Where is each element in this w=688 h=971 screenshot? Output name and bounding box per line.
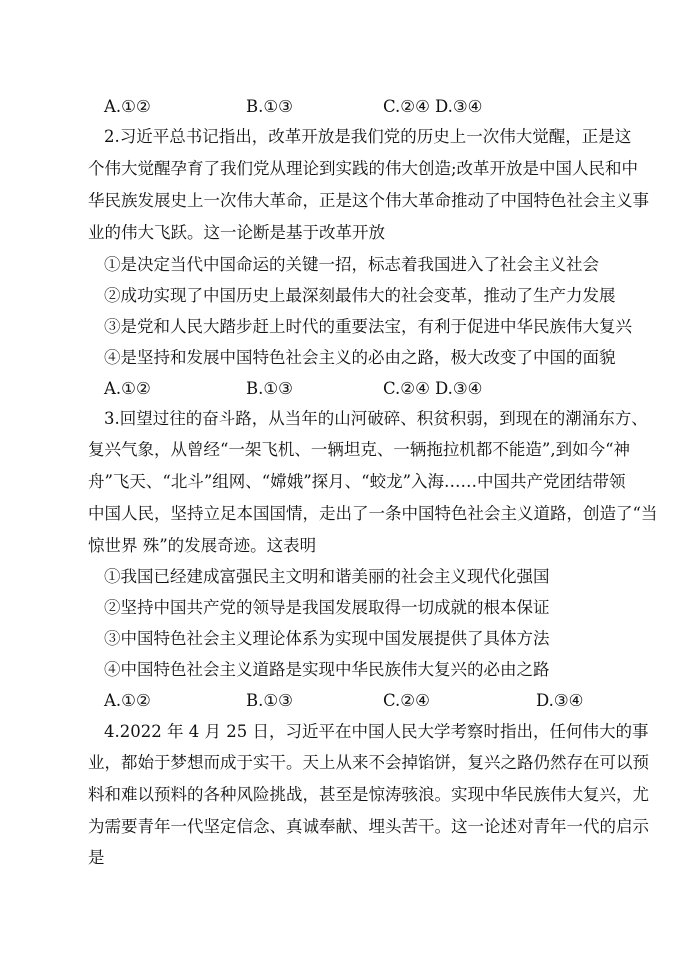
q3-statement-1: ①我国已经建成富强民主文明和谐美丽的社会主义现代化强国	[104, 567, 550, 586]
q3-option-a: A.①②	[104, 691, 151, 710]
q3-stem-line-1: 3.回望过往的奋斗路，从当年的山河破碎、积贫积弱，到现在的潮涌东方、	[104, 409, 648, 428]
q3-option-c: C.②④	[383, 691, 430, 710]
q3-option-b: B.①③	[246, 691, 293, 710]
q1-option-d: D.③④	[435, 97, 483, 116]
q4-stem-line-3: 料和难以预料的各种风险挑战，甚至是惊涛骇浪。实现中华民族伟大复兴，尤	[88, 785, 649, 804]
q2-option-d: D.③④	[435, 379, 483, 398]
q2-statement-1: ①是决定当代中国命运的关键一招，标志着我国进入了社会主义社会	[104, 255, 599, 274]
q1-option-c: C.②④	[383, 97, 430, 116]
q3-stem-line-5: 惊世界 殊”的发展奇迹。这表明	[88, 536, 317, 555]
q2-option-c: C.②④	[383, 379, 430, 398]
q3-stem-line-2: 复兴气象，从曾经“一架飞机、一辆坦克、一辆拖拉机都不能造”,到如今“神	[88, 440, 631, 459]
q3-statement-3: ③中国特色社会主义理论体系为实现中国发展提供了具体方法	[104, 629, 550, 648]
q2-statement-3: ③是党和人民大踏步赶上时代的重要法宝，有利于促进中华民族伟大复兴	[104, 317, 632, 336]
q2-stem-line-3: 华民族发展史上一次伟大革命，正是这个伟大革命推动了中国特色社会主义事	[88, 191, 649, 210]
q1-option-b: B.①③	[246, 97, 293, 116]
q1-option-a: A.①②	[104, 97, 151, 116]
q3-statement-4: ④中国特色社会主义道路是实现中华民族伟大复兴的必由之路	[104, 660, 550, 679]
q4-stem-line-4: 为需要青年一代坚定信念、真诚奉献、埋头苦干。这一论述对青年一代的启示	[88, 817, 649, 836]
q2-stem-line-2: 个伟大觉醒孕育了我们党从理论到实践的伟大创造;改革开放是中国人民和中	[88, 159, 639, 178]
q2-stem-line-1: 2.习近平总书记指出，改革开放是我们党的历史上一次伟大觉醒，正是这	[104, 127, 632, 146]
q3-statement-2: ②坚持中国共产党的领导是我国发展取得一切成就的根本保证	[104, 598, 550, 617]
q4-stem-line-2: 业，都始于梦想而成于实干。天上从来不会掉馅饼，复兴之路仍然存在可以预	[88, 753, 649, 772]
q2-statement-2: ②成功实现了中国历史上最深刻最伟大的社会变革，推动了生产力发展	[104, 286, 616, 305]
q2-statement-4: ④是坚持和发展中国特色社会主义的必由之路，极大改变了中国的面貌	[104, 348, 616, 367]
q3-option-d: D.③④	[536, 691, 584, 710]
q4-stem-line-5: 是	[88, 848, 105, 867]
q4-stem-line-1: 4.2022 年 4 月 25 日，习近平在中国人民大学考察时指出，任何伟大的事	[104, 722, 649, 741]
q2-option-a: A.①②	[104, 379, 151, 398]
q2-stem-line-4: 业的伟大飞跃。这一论断是基于改革开放	[88, 223, 385, 242]
q3-stem-line-3: 舟”飞天、“北斗”组网、“嫦娥”探月、“蛟龙”入海……中国共产党团结带领	[88, 472, 626, 491]
q3-stem-line-4: 中国人民，坚持立足本国国情，走出了一条中国特色社会主义道路，创造了“当	[88, 504, 658, 523]
q2-option-b: B.①③	[246, 379, 293, 398]
